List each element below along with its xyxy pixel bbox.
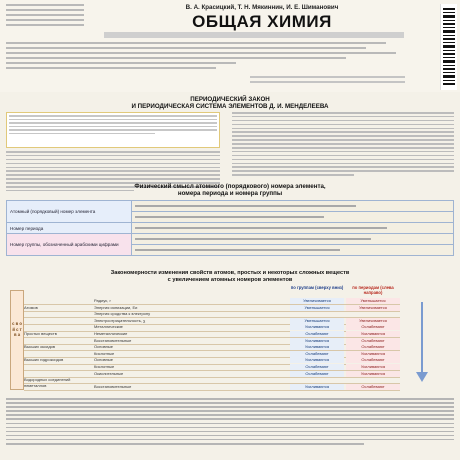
law-right-column <box>232 112 454 178</box>
property-cell: Основные <box>94 344 113 350</box>
group-trend-cell: Увеличивается <box>290 298 344 304</box>
group-cell: Простых веществ <box>24 331 57 336</box>
period-trend-cell: Ослабевают <box>346 357 400 363</box>
row-label: Атомный (порядковый) номер элемента <box>7 201 132 223</box>
col-header-groups: по группам (сверху вниз) <box>290 285 344 290</box>
period-trend-cell: Увеличивается <box>346 305 400 311</box>
phys-section-title: Физический смысл атомного (порядкового) номера элемента, номера периода и номера группы <box>134 183 326 198</box>
property-cell: Радиус, r <box>94 298 111 303</box>
property-cell: Основные <box>94 357 113 363</box>
row-label: Номер периода <box>7 223 132 234</box>
copyright-block <box>250 76 405 86</box>
barcode <box>440 4 457 90</box>
page-title: ОБЩАЯ ХИМИЯ <box>192 12 332 31</box>
property-cell: Металлические <box>94 324 123 330</box>
period-trend-cell: Ослабевают <box>346 338 400 344</box>
period-trend-cell: Усиливаются <box>346 371 400 377</box>
properties-label: с в о й с т в а <box>10 290 24 390</box>
subtitle-block <box>104 32 404 38</box>
group-trend-cell: Усиливаются <box>290 324 344 330</box>
table-row <box>7 223 454 234</box>
group-trend-cell: Уменьшается <box>290 305 344 311</box>
property-cell: Энергия ионизации, Eи <box>94 304 138 310</box>
group-trend-cell: Ослабевают <box>290 331 344 337</box>
property-cell: Энергия сродства к электрону <box>94 311 151 317</box>
row-label: Номер группы, обозначенный арабскими цифрами <box>7 234 132 256</box>
ministry-stamp <box>6 4 84 29</box>
table-row <box>7 201 454 212</box>
group-trend-cell: Ослабевают <box>290 371 344 377</box>
group-trend-cell: Усиливаются <box>290 344 344 350</box>
period-trend-cell: Ослабевают <box>346 324 400 330</box>
publication-info <box>6 42 406 72</box>
property-cell: Кислотные <box>94 364 115 369</box>
group-trend-cell: Усиливаются <box>290 338 344 344</box>
period-trend-cell: Увеличивается <box>346 318 400 324</box>
period-trend-cell: Усиливаются <box>346 331 400 337</box>
regularities-table <box>10 286 450 394</box>
table-row <box>7 234 454 245</box>
law-left-column <box>6 112 220 194</box>
period-trend-cell: Усиливаются <box>346 351 400 357</box>
increase-arrow-icon <box>402 298 442 384</box>
table-row <box>24 384 400 391</box>
property-cell: Окислительные <box>94 370 124 376</box>
col-header-periods: по периодам (слева направо) <box>352 285 394 295</box>
group-cell: Высших оксидов <box>24 344 56 350</box>
group-trend-cell: Уменьшается <box>290 318 344 324</box>
group-cell: Атомов <box>24 304 38 310</box>
group-trend-cell: Усиливаются <box>290 357 344 363</box>
period-trend-cell: Уменьшается <box>346 298 400 304</box>
header-band <box>0 0 460 92</box>
group-trend-cell: Ослабевают <box>290 351 344 357</box>
property-cell: Восстановительные <box>94 337 132 343</box>
law-definition-box <box>6 112 220 148</box>
group-trend-cell: Усиливаются <box>290 384 344 390</box>
reg-section-title: Закономерности изменения свойств атомов, простых и некоторых сложных веществ с увеличением атомных номеров элементов <box>110 270 350 283</box>
period-trend-cell: Ослабевают <box>346 384 400 390</box>
authors: В. А. Красицкий, Т. Н. Мякиннин, И. Е. Шиманович <box>185 4 339 11</box>
group-cell: Водородных соединений неметаллов <box>24 377 71 389</box>
property-cell: Неметаллические <box>94 331 128 336</box>
property-cell: Электроотрицательность, χ <box>94 317 146 323</box>
property-cell: Восстановительные <box>94 383 132 389</box>
group-cell: Высших гидроксидов <box>24 357 64 363</box>
phys-meaning-table <box>6 200 454 256</box>
definitions-block <box>6 398 454 447</box>
property-cell: Кислотные <box>94 350 115 356</box>
period-trend-cell: Усиливаются <box>346 364 400 370</box>
period-trend-cell: Ослабевают <box>346 344 400 350</box>
law-section-title: ПЕРИОДИЧЕСКИЙ ЗАКОН И ПЕРИОДИЧЕСКАЯ СИСТЕМА ЭЛЕМЕНТОВ Д. И. МЕНДЕЛЕЕВА <box>131 96 329 111</box>
group-trend-cell: Ослабевают <box>290 364 344 370</box>
